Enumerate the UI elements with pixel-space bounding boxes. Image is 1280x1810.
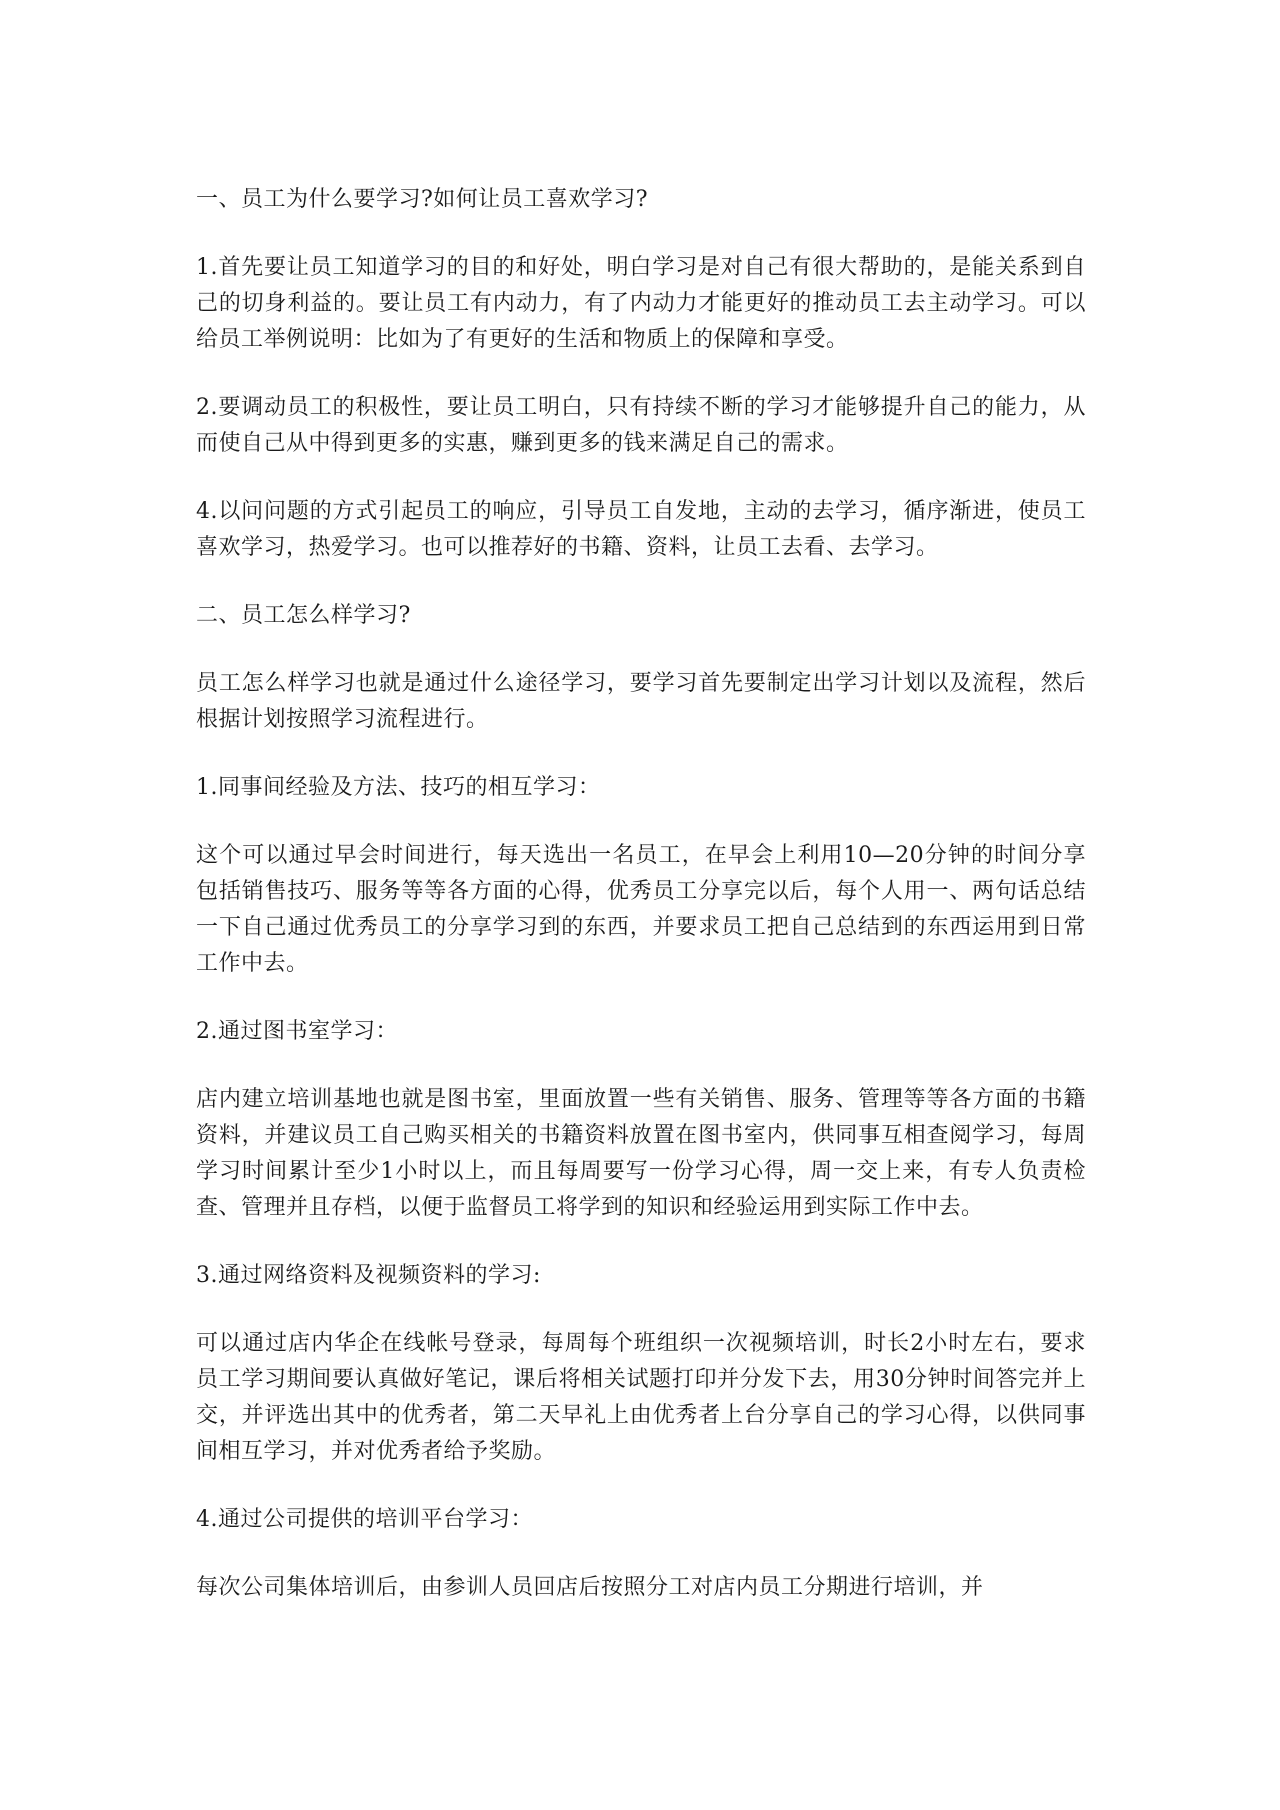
subheading-library: 2.通过图书室学习： (196, 1019, 398, 1044)
subheading-company-platform: 4.通过公司提供的培训平台学习： (196, 1507, 533, 1532)
paragraph-online-video: 可以通过店内华企在线帐号登录，每周每个班组织一次视频培训，时长2小时左右，要求员工学习期间要认真做好笔记，课后将相关试题打印并分发下去，用30分钟时间答完并上交，并评选出其中的优秀者，第二天早礼上由优秀者上台分享自己的学习心得，以供同事间相互学习，并对优秀者给予奖励。 (196, 1331, 1086, 1464)
paragraph-4-questions: 4.以问问题的方式引起员工的响应，引导员工自发地，主动的去学习，循序渐进，使员工喜欢学习，热爱学习。也可以推荐好的书籍、资料，让员工去看、去学习。 (196, 499, 1086, 560)
document-body (196, 182, 1086, 1638)
paragraph-1-purpose: 1.首先要让员工知道学习的目的和好处，明白学习是对自己有很大帮助的，是能关系到自己的切身利益的。要让员工有内动力，有了内动力才能更好的推动员工去主动学习。可以给员工举例说明：比如为了有更好的生活和物质上的保障和享受。 (196, 255, 1086, 352)
paragraph-company-platform: 每次公司集体培训后，由参训人员回店后按照分工对店内员工分期进行培训，并 (196, 1575, 984, 1600)
subheading-peer-learning: 1.同事间经验及方法、技巧的相互学习： (196, 775, 601, 800)
subheading-online-video: 3.通过网络资料及视频资料的学习: (196, 1263, 541, 1288)
paragraph-peer-learning: 这个可以通过早会时间进行，每天选出一名员工，在早会上利用10—20分钟的时间分享包括销售技巧、服务等等各方面的心得，优秀员工分享完以后，每个人用一、两句话总结一下自己通过优秀员工的分享学习到的东西，并要求员工把自己总结到的东西运用到日常工作中去。 (196, 843, 1086, 976)
paragraph-2-motivation: 2.要调动员工的积极性，要让员工明白，只有持续不断的学习才能够提升自己的能力，从而使自己从中得到更多的实惠，赚到更多的钱来满足自己的需求。 (196, 395, 1086, 456)
paragraph-how-learn-intro: 员工怎么样学习也就是通过什么途径学习，要学习首先要制定出学习计划以及流程，然后根据计划按照学习流程进行。 (196, 671, 1086, 732)
paragraph-library: 店内建立培训基地也就是图书室，里面放置一些有关销售、服务、管理等等各方面的书籍资料，并建议员工自己购买相关的书籍资料放置在图书室内，供同事互相查阅学习，每周学习时间累计至少1小时以上，而且每周要写一份学习心得，周一交上来，有专人负责检查、管理并且存档，以便于监督员工将学到的知识和经验运用到实际工作中去。 (196, 1087, 1086, 1220)
section-heading-how-learn: 二、员工怎么样学习? (196, 603, 411, 628)
section-heading-why-learn: 一、员工为什么要学习?如何让员工喜欢学习? (196, 187, 649, 212)
